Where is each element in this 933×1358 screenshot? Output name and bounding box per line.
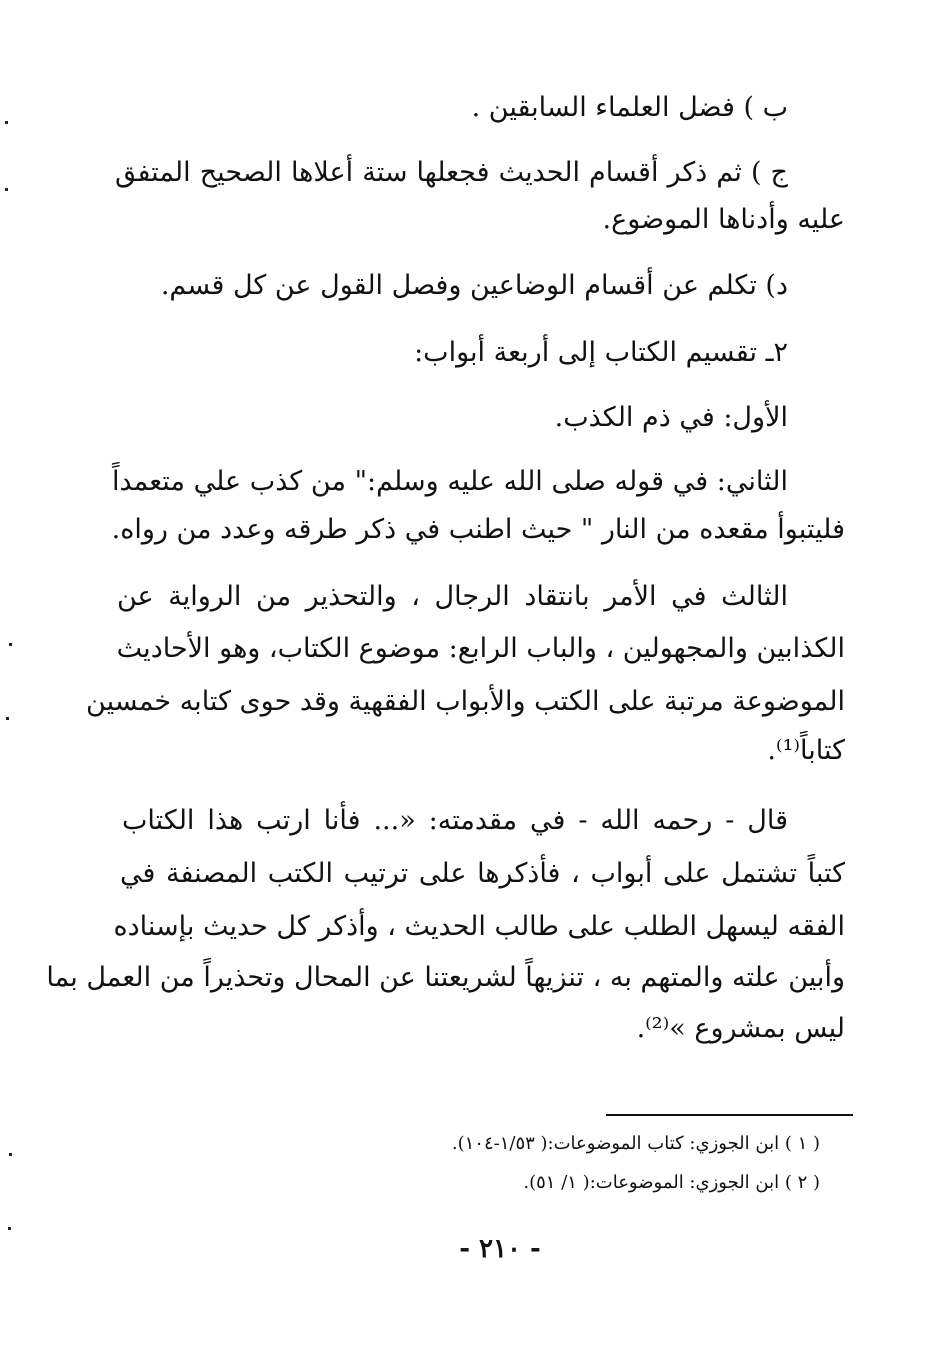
scan-mark [5, 121, 8, 124]
list-item-b: ب ) فضل العلماء السابقين . [471, 92, 788, 123]
chapter-third-line-4: كتاباً⁽¹⁾. [767, 735, 845, 766]
section-heading-2: ٢ـ تقسيم الكتاب إلى أربعة أبواب: [414, 337, 788, 368]
footnote-separator [606, 1114, 853, 1116]
chapter-third-line-2: الكذابين والمجهولين ، والباب الرابع: موضوع الكتاب، وهو الأحاديث [116, 633, 845, 664]
scan-mark [6, 717, 9, 720]
footnote-1: ( ١ ) ابن الجوزي: كتاب الموضوعات:( ١/٥٣-١٠٤). [451, 1133, 820, 1154]
chapter-second-line-1: الثاني: في قوله صلى الله عليه وسلم:" من كذب علي متعمداً [112, 466, 788, 497]
footnote-2: ( ٢ ) ابن الجوزي: الموضوعات:( ١/ ٥١). [523, 1172, 820, 1193]
quote-line-3: الفقه ليسهل الطلب على طالب الحديث ، وأذكر كل حديث بإسناده [113, 911, 845, 942]
scan-mark [9, 1153, 12, 1156]
chapter-third-line-3: الموضوعة مرتبة على الكتب والأبواب الفقهية وقد حوى كتابه خمسين [86, 686, 845, 717]
scan-mark [8, 1227, 11, 1230]
quote-line-1: قال - رحمه الله - في مقدمته: «... فأنا ارتب هذا الكتاب [122, 805, 788, 836]
chapter-first: الأول: في ذم الكذب. [554, 402, 788, 433]
quote-line-5: ليس بمشروع »⁽²⁾. [636, 1013, 845, 1044]
chapter-third-line-1: الثالث في الأمر بانتقاد الرجال ، والتحذير من الرواية عن [117, 581, 788, 612]
list-item-d: د) تكلم عن أقسام الوضاعين وفصل القول عن كل قسم. [160, 270, 788, 301]
list-item-c-line-2: عليه وأدناها الموضوع. [602, 204, 845, 235]
chapter-second-line-2: فليتبوأ مقعده من النار " حيث اطنب في ذكر طرقه وعدد من رواه. [111, 514, 845, 545]
quote-line-2: كتباً تشتمل على أبواب ، فأذكرها على ترتيب الكتب المصنفة في [120, 858, 845, 889]
quote-line-4: وأبين علته والمتهم به ، تنزيهاً لشريعتنا عن المحال وتحذيراً من العمل بما [46, 962, 845, 993]
list-item-c-line-1: ج ) ثم ذكر أقسام الحديث فجعلها ستة أعلاها الصحيح المتفق [115, 157, 788, 188]
scan-mark [5, 188, 8, 191]
page-number: - ٢١٠ - [459, 1234, 541, 1264]
scan-mark [9, 643, 12, 646]
